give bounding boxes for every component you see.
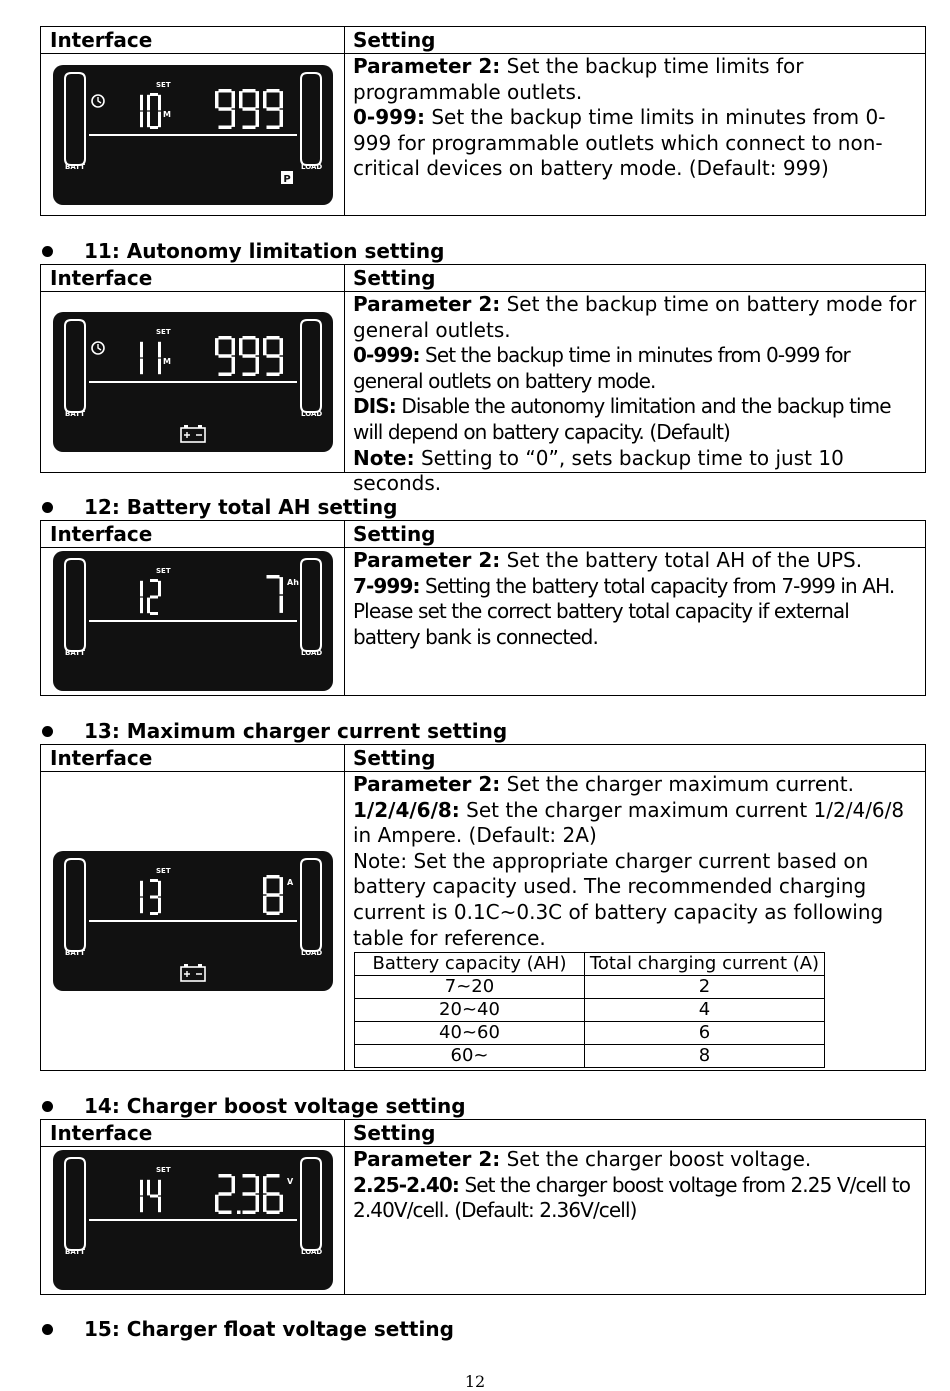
lcd-segment	[280, 1195, 284, 1212]
page-number: 12	[464, 1372, 486, 1391]
lcd-segment	[267, 1192, 280, 1196]
table-header	[41, 27, 925, 54]
lcd-segment	[158, 1197, 161, 1213]
lcd-decimal-point	[237, 1211, 241, 1215]
lcd-segment	[150, 612, 158, 615]
lcd-segment	[150, 126, 158, 129]
lcd-screen	[53, 851, 333, 991]
lcd-segment	[267, 373, 280, 377]
lcd-segment	[219, 1192, 232, 1196]
lcd-segment	[243, 1192, 256, 1196]
table-row	[355, 953, 825, 976]
lcd-segment	[140, 581, 143, 597]
lcd-segment	[243, 1174, 256, 1178]
lcd-segment	[263, 1176, 267, 1193]
load-label: LOAD	[301, 1248, 323, 1256]
lcd-segment	[150, 879, 158, 882]
lcd-segment	[219, 126, 232, 130]
lcd-segment	[267, 875, 280, 879]
lcd-segment	[243, 89, 256, 93]
lcd-segment	[158, 581, 161, 597]
setting-header: Setting	[353, 266, 436, 290]
lcd-segment	[147, 112, 150, 128]
bullet-icon	[42, 726, 53, 737]
lcd-segment	[267, 126, 280, 130]
lcd-display	[53, 851, 333, 991]
batt-label: BATT	[65, 163, 85, 171]
lcd-segment	[140, 359, 143, 375]
lcd-segment	[219, 1211, 232, 1215]
section-heading-11: 11: Autonomy limitation setting	[40, 237, 444, 265]
lcd-segment	[219, 373, 232, 377]
lcd-segment	[243, 354, 256, 358]
bullet-icon	[42, 502, 53, 513]
table-row	[355, 976, 825, 999]
lcd-segment	[158, 898, 161, 914]
lcd-segment	[158, 881, 161, 897]
lcd-segment	[215, 91, 219, 108]
lcd-segment	[215, 1195, 219, 1212]
lcd-segment	[140, 898, 143, 914]
lcd-display	[53, 65, 333, 205]
lcd-segment	[150, 579, 158, 582]
settings-table-14	[40, 1119, 926, 1295]
table-header	[41, 521, 925, 548]
setting-header: Setting	[353, 28, 436, 52]
lcd-segment	[267, 575, 280, 579]
section-heading-15: 15: Charger float voltage setting	[40, 1315, 454, 1343]
batt-label: BATT	[65, 410, 85, 418]
lcd-segment	[280, 896, 284, 913]
lcd-segment	[232, 357, 236, 374]
table-header	[41, 265, 925, 292]
load-label: LOAD	[301, 949, 323, 957]
setting-header: Setting	[353, 522, 436, 546]
setting-header: Setting	[353, 1121, 436, 1145]
table-cell: 2	[585, 976, 825, 999]
section-heading-12: 12: Battery total AH setting	[40, 493, 397, 521]
lcd-segment	[232, 110, 236, 127]
lcd-segment	[158, 359, 161, 375]
table-row	[355, 1045, 825, 1068]
lcd-divider	[89, 381, 297, 383]
table-cell: 8	[585, 1045, 825, 1068]
lcd-segment	[219, 89, 232, 93]
lcd-screen	[53, 1150, 333, 1290]
lcd-segment	[243, 126, 256, 130]
lcd-segment	[158, 95, 161, 111]
lcd-segment	[256, 1195, 260, 1212]
lcd-segment	[267, 354, 280, 358]
lcd-segment	[256, 357, 260, 374]
table-cell: 20~40	[355, 999, 585, 1022]
set-label: SET	[156, 81, 171, 89]
lcd-segment	[150, 896, 158, 899]
set-label: SET	[156, 328, 171, 336]
lcd-screen	[53, 312, 333, 452]
lcd-segment	[140, 112, 143, 128]
lcd-left-unit: M	[163, 357, 171, 366]
lcd-segment	[243, 1211, 256, 1215]
table-header	[41, 745, 925, 772]
settings-table-10	[40, 26, 926, 216]
lcd-segment	[140, 598, 143, 614]
lcd-segment	[267, 1211, 280, 1215]
lcd-display	[53, 312, 333, 452]
setting-text: Parameter 2: Set the battery total AH of the UPS. 7-999: Setting the battery total capacity from 7-999 in AH. Please set the correct battery total capacity if external battery bank is connected.	[353, 548, 895, 649]
lcd-divider	[89, 920, 297, 922]
lcd-divider	[89, 1219, 297, 1221]
bullet-icon	[42, 1324, 53, 1335]
lcd-segment	[140, 1180, 143, 1196]
lcd-segment	[267, 893, 280, 897]
lcd-segment	[239, 91, 243, 108]
lcd-segment	[280, 577, 284, 594]
table-row	[355, 999, 825, 1022]
lcd-segment	[158, 342, 161, 358]
section-heading-14: 14: Charger boost voltage setting	[40, 1092, 466, 1120]
table-cell: 60~	[355, 1045, 585, 1068]
set-label: SET	[156, 1166, 171, 1174]
lcd-segment	[280, 338, 284, 355]
p-badge-label: P	[283, 174, 291, 185]
lcd-segment	[243, 107, 256, 111]
load-label: LOAD	[301, 410, 323, 418]
setting-text: Parameter 2: Set the backup time on battery mode for general outlets. 0-999: Set the backup time in minutes from 0-999 for general outlets on battery mode. DIS: Disable the autonomy limitation and the backup time will depend on battery capacity. (Default) Note: Setting to “0”, sets backup time to just 10 seconds.	[353, 292, 917, 496]
table-row	[355, 1022, 825, 1045]
interface-header: Interface	[50, 266, 153, 290]
lcd-segment	[256, 91, 260, 108]
lcd-segment	[267, 1174, 280, 1178]
lcd-right-unit: A	[287, 878, 294, 887]
lcd-screen	[53, 551, 333, 691]
lcd-segment	[158, 1180, 161, 1196]
lcd-segment	[263, 91, 267, 108]
lcd-segment	[267, 107, 280, 111]
bullet-icon	[42, 1101, 53, 1112]
table-cell: 6	[585, 1022, 825, 1045]
lcd-segment	[239, 338, 243, 355]
setting-header: Setting	[353, 746, 436, 770]
lcd-segment	[263, 877, 267, 894]
interface-header: Interface	[50, 28, 153, 52]
lcd-segment	[219, 354, 232, 358]
lcd-screen	[53, 65, 333, 205]
table-cell: 40~60	[355, 1022, 585, 1045]
lcd-right-unit: V	[287, 1177, 294, 1186]
setting-text: Parameter 2: Set the charger boost voltage. 2.25-2.40: Set the charger boost voltage from 2.25 V/cell to 2.40V/cell. (Default: 2.36V/cell)	[353, 1147, 911, 1223]
lcd-segment	[267, 336, 280, 340]
table-header	[41, 1120, 925, 1147]
lcd-segment	[232, 91, 236, 108]
setting-text: Parameter 2: Set the backup time limits for programmable outlets. 0-999: Set the backup time limits in minutes from 0-999 for programmable outlets which connect to non-critical devices on battery mode. (Default: 999)	[353, 54, 886, 181]
lcd-segment	[140, 881, 143, 897]
lcd-segment	[232, 1176, 236, 1193]
interface-header: Interface	[50, 1121, 153, 1145]
lcd-display	[53, 1150, 333, 1290]
lcd-segment	[232, 338, 236, 355]
bullet-icon	[42, 246, 53, 257]
lcd-divider	[89, 620, 297, 622]
lcd-segment	[140, 1197, 143, 1213]
lcd-segment	[150, 1195, 158, 1198]
lcd-segment	[267, 912, 280, 916]
batt-label: BATT	[65, 1248, 85, 1256]
lcd-display	[53, 551, 333, 691]
interface-header: Interface	[50, 522, 153, 546]
lcd-segment	[219, 107, 232, 111]
lcd-segment	[147, 598, 150, 614]
lcd-segment	[263, 896, 267, 913]
column-header: Battery capacity (AH)	[355, 953, 585, 976]
table-cell: 4	[585, 999, 825, 1022]
lcd-segment	[256, 110, 260, 127]
lcd-segment	[215, 338, 219, 355]
lcd-segment	[263, 338, 267, 355]
lcd-segment	[150, 912, 158, 915]
lcd-left-unit: M	[163, 110, 171, 119]
lcd-segment	[280, 596, 284, 613]
lcd-segment	[140, 342, 143, 358]
lcd-segment	[280, 91, 284, 108]
lcd-divider	[89, 134, 297, 136]
lcd-right-unit: Ah	[287, 578, 299, 587]
lcd-segment	[140, 95, 143, 111]
lcd-segment	[280, 110, 284, 127]
charging-reference-table	[354, 952, 825, 1068]
lcd-segment	[147, 1180, 150, 1196]
batt-label: BATT	[65, 949, 85, 957]
lcd-segment	[243, 336, 256, 340]
column-header: Total charging current (A)	[585, 953, 825, 976]
lcd-segment	[267, 89, 280, 93]
lcd-segment	[158, 112, 161, 128]
settings-table-11	[40, 264, 926, 496]
programmable-outlet-icon	[281, 171, 293, 185]
set-label: SET	[156, 567, 171, 575]
table-cell: 7~20	[355, 976, 585, 999]
lcd-segment	[280, 877, 284, 894]
lcd-segment	[150, 596, 158, 599]
lcd-segment	[243, 373, 256, 377]
batt-label: BATT	[65, 649, 85, 657]
lcd-segment	[280, 357, 284, 374]
interface-header: Interface	[50, 746, 153, 770]
set-label: SET	[156, 867, 171, 875]
lcd-segment	[256, 1176, 260, 1193]
load-label: LOAD	[301, 163, 323, 171]
settings-table-12	[40, 520, 926, 696]
lcd-segment	[147, 95, 150, 111]
load-label: LOAD	[301, 649, 323, 657]
setting-text: Parameter 2: Set the charger maximum current. 1/2/4/6/8: Set the charger maximum current 1/2/4/6/8 in Ampere. (Default: 2A) Note: Set the appropriate charger current based on battery capacity used. The recommended charging current is 0.1C~0.3C of battery capacity as following table for reference.	[353, 772, 905, 950]
lcd-segment	[219, 1174, 232, 1178]
section-heading-13: 13: Maximum charger current setting	[40, 717, 507, 745]
lcd-segment	[263, 1195, 267, 1212]
lcd-segment	[256, 338, 260, 355]
lcd-segment	[219, 336, 232, 340]
lcd-segment	[150, 93, 158, 96]
